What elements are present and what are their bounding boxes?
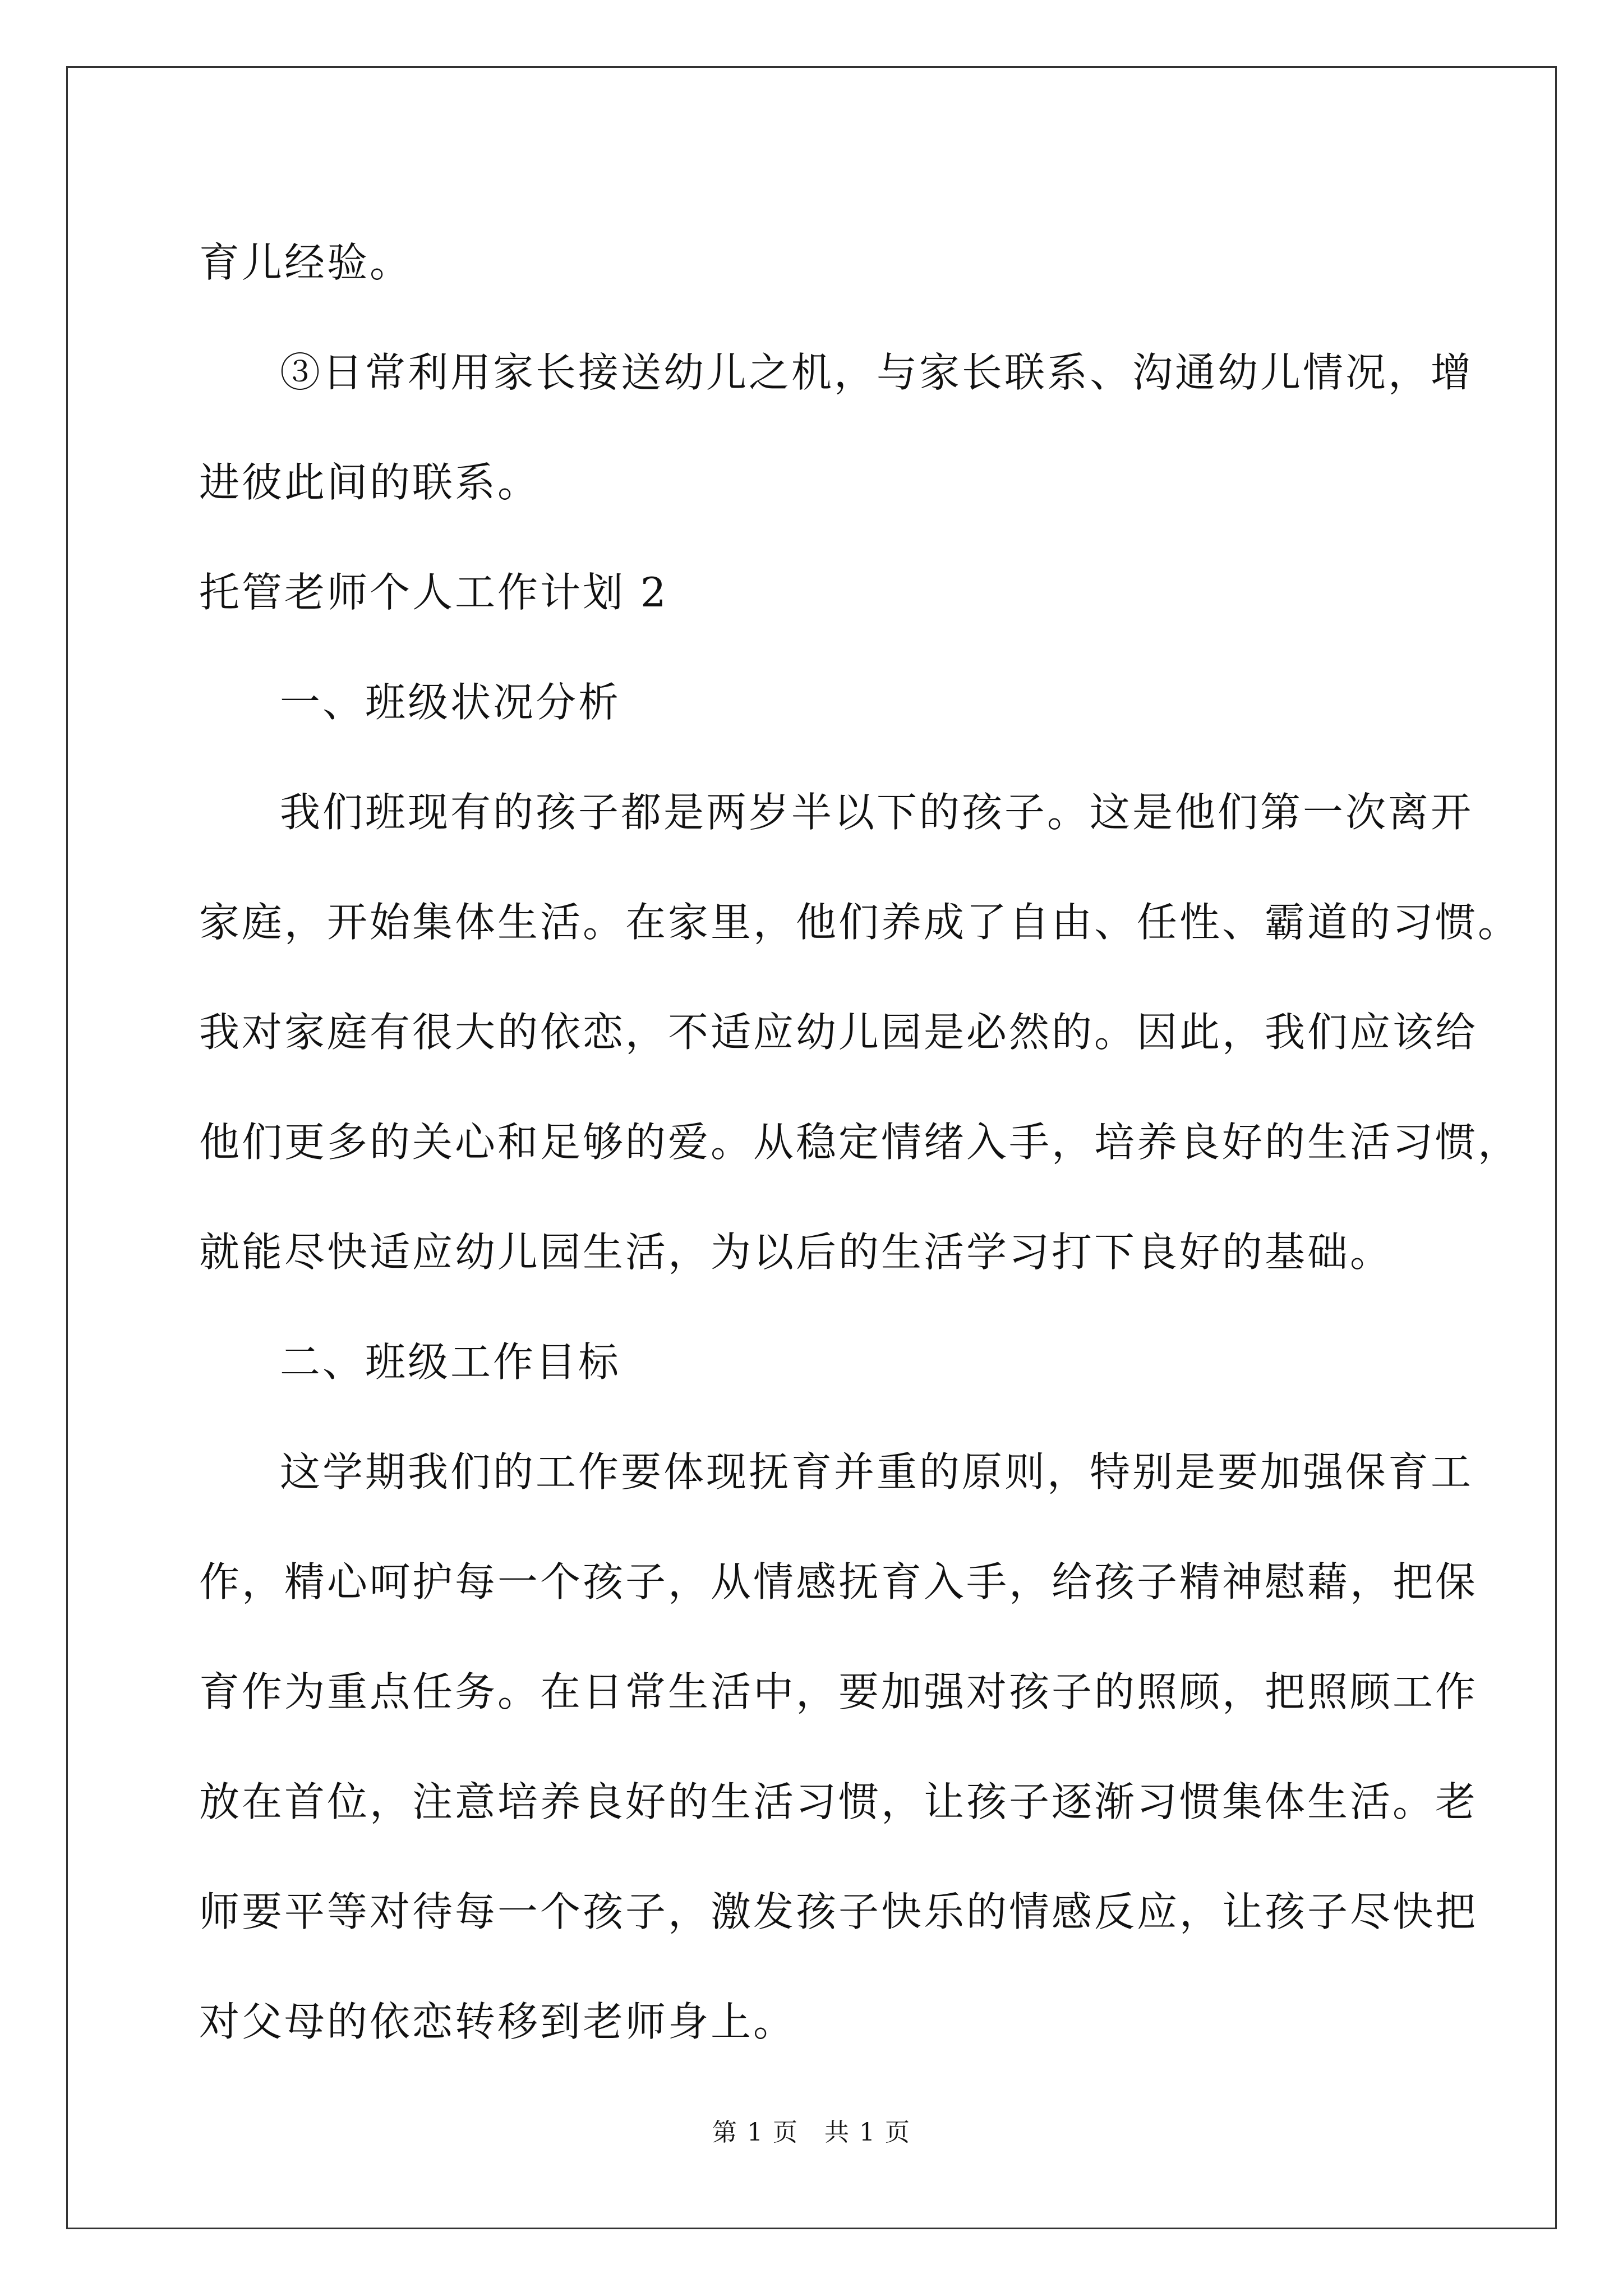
text-line: 他们更多的关心和足够的爱。从稳定情绪入手，培养良好的生活习惯， xyxy=(199,1119,1521,1166)
text-line: 我们班现有的孩子都是两岁半以下的孩子。这是他们第一次离开 xyxy=(280,789,1474,836)
document-body xyxy=(199,208,1521,2077)
section-heading: 二、班级工作目标 xyxy=(280,1338,621,1386)
text-line: 我对家庭有很大的依恋，不适应幼儿园是必然的。因此，我们应该给 xyxy=(199,1009,1478,1056)
text-line: 进彼此间的联系。 xyxy=(199,459,541,506)
text-line: 放在首位，注意培养良好的生活习惯，让孩子逐渐习惯集体生活。老 xyxy=(199,1778,1478,1825)
text-line: 作，精心呵护每一个孩子，从情感抚育入手，给孩子精神慰藉，把保 xyxy=(199,1558,1478,1605)
section-title: 托管老师个人工作计划 2 xyxy=(199,569,668,616)
text-line: 育儿经验。 xyxy=(199,239,413,286)
text-line: 师要平等对待每一个孩子，激发孩子快乐的情感反应，让孩子尽快把 xyxy=(199,1888,1478,1935)
text-line: ③日常利用家长接送幼儿之机，与家长联系、沟通幼儿情况，增 xyxy=(280,349,1474,396)
text-line: 这学期我们的工作要体现抚育并重的原则，特别是要加强保育工 xyxy=(280,1448,1474,1496)
section-heading: 一、班级状况分析 xyxy=(280,679,621,726)
text-line: 育作为重点任务。在日常生活中，要加强对孩子的照顾，把照顾工作 xyxy=(199,1668,1478,1715)
text-line: 对父母的依恋转移到老师身上。 xyxy=(199,1998,796,2045)
text-line: 就能尽快适应幼儿园生活，为以后的生活学习打下良好的基础。 xyxy=(199,1228,1393,1276)
page-number: 第 1 页 共 1 页 xyxy=(712,2118,911,2147)
text-line: 家庭，开始集体生活。在家里，他们养成了自由、任性、霸道的习惯。 xyxy=(199,899,1521,946)
